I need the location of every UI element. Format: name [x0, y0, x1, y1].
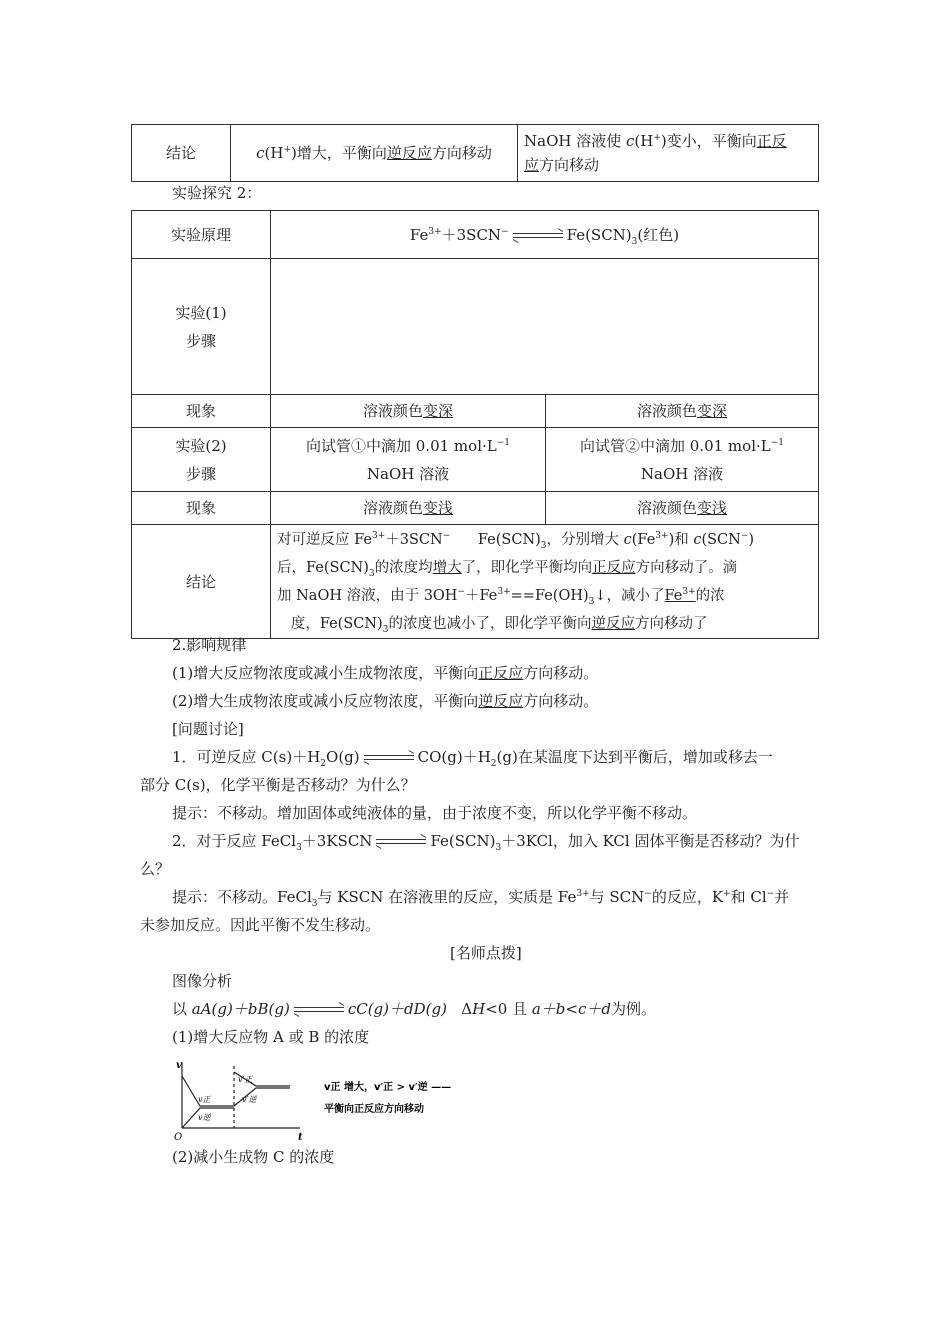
discussion-title: [问题讨论]: [172, 720, 244, 738]
principle-label: 实验原理: [132, 211, 271, 259]
graph-vz-label: v正: [198, 1095, 211, 1104]
explore-2-heading: 实验探究 2：: [172, 184, 262, 202]
exp2-step-a: 向试管①中滴加 0.01 $mol\cdot L^{-1}$ NaOH 溶液: [271, 428, 546, 492]
case-2: (2)减小生成物 C 的浓度: [172, 1148, 335, 1166]
question-2-cont: 么？: [140, 860, 171, 878]
phenomenon-1b: 溶液颜色变深: [546, 395, 819, 428]
answer-1: 提示：不移动。增加固体或纯液体的量，由于浓度不变，所以化学平衡不移动。: [172, 804, 698, 822]
exp1-steps-blank: [271, 259, 819, 395]
principle-equation: $Fe^{3+}+3SCN^-$ $Fe(SCN)_3$(红色): [271, 211, 819, 259]
graph-t-label: t: [298, 1132, 303, 1142]
graph-origin-label: O: [174, 1132, 183, 1142]
equilibrium-arrow-icon: [376, 837, 426, 847]
rules-title: 2.影响规律: [172, 636, 247, 654]
question-1-cont: 部分 C(s)，化学平衡是否移动？为什么？: [140, 776, 416, 794]
phenomenon-2b: 溶液颜色变浅: [546, 492, 819, 525]
graph-note-1: v正 增大，v′正 > v′逆 ——: [324, 1082, 452, 1093]
graph-vn-label: v逆: [198, 1113, 211, 1122]
graph-vz2-label: v′正: [238, 1075, 253, 1084]
phenomenon-2a: 溶液颜色变浅: [271, 492, 546, 525]
graph-vn2-label: v′逆: [242, 1095, 257, 1104]
case-1: (1)增大反应物 A 或 B 的浓度: [172, 1028, 370, 1046]
equilibrium-arrow-icon: [513, 231, 563, 241]
answer-2-cont: 未参加反应。因此平衡不发生移动。: [140, 916, 381, 934]
example-reaction: 以 aA(g)＋bB(g) cC(g)＋dD(g) ΔH<0 且 a＋b<c＋d为例。: [172, 1000, 656, 1018]
conclusion-table-1: [131, 124, 819, 182]
question-2: 2．对于反应 FeCl$_3$＋3KSCN $Fe(SCN)_3+3KCl$，加入 KCl 固体平衡是否移动？为什: [172, 832, 800, 853]
phenomenon-label-2: 现象: [132, 492, 271, 525]
graph-v-label: v: [176, 1060, 182, 1071]
phenomenon-label-1: 现象: [132, 395, 271, 428]
phenomenon-1a: 溶液颜色变深: [271, 395, 546, 428]
conclusion-text-2: 对可逆反应 $Fe^{3+}+3SCN^-$ $Fe(SCN)_3$，分别增大 $c(Fe^{3+})$和 c(SCN−) 后，$Fe(SCN)_3$的浓度均增大了，即化学平衡均向正反应方向移动了。滴 加 NaOH 溶液，由于 $3OH^-+Fe^{3+}==Fe(OH)_3↓$，减小了$Fe^{3+}$的浓 度，$Fe(SCN)_3$的浓度也减小了，即化学平衡向逆反应方向移动了: [271, 525, 819, 639]
conclusion-cell-base: NaOH 溶液使 c(H+)变小，平衡向正反 应方向移动: [518, 125, 819, 182]
rule-1: (1)增大反应物浓度或减小生成物浓度，平衡向正反应方向移动。: [172, 664, 599, 682]
exp2-label: 实验(2) 步骤: [132, 428, 271, 492]
tips-title: [名师点拨]: [450, 944, 522, 962]
answer-2: 提示：不移动。FeCl$_3$与 KSCN 在溶液里的反应，实质是 $Fe^{3+}$与 SCN−的反应，K+和 Cl−并: [172, 888, 790, 909]
experiment-table-2: [131, 210, 819, 639]
question-1: 1．可逆反应 $C(s)+H_2O(g)$ $CO(g)+H_2(g)$在某温度下达到平衡后，增加或移去一: [172, 748, 773, 769]
graph-note-2: 平衡向正反应方向移动: [324, 1104, 424, 1115]
exp2-step-b: 向试管②中滴加 0.01 $mol\cdot L^{-1}$ NaOH 溶液: [546, 428, 819, 492]
conclusion-cell-acid: c(H+)增大，平衡向逆反应方向移动: [231, 125, 518, 182]
image-analysis-title: 图像分析: [172, 972, 233, 990]
conclusion-label: 结论: [132, 125, 231, 182]
rate-time-graph: [170, 1058, 470, 1142]
equilibrium-arrow-icon: [294, 1005, 344, 1015]
exp1-label: 实验(1) 步骤: [132, 259, 271, 395]
conclusion-label-2: 结论: [132, 525, 271, 639]
equilibrium-arrow-icon: [364, 753, 414, 763]
rule-2: (2)增大生成物浓度或减小反应物浓度，平衡向逆反应方向移动。: [172, 692, 599, 710]
